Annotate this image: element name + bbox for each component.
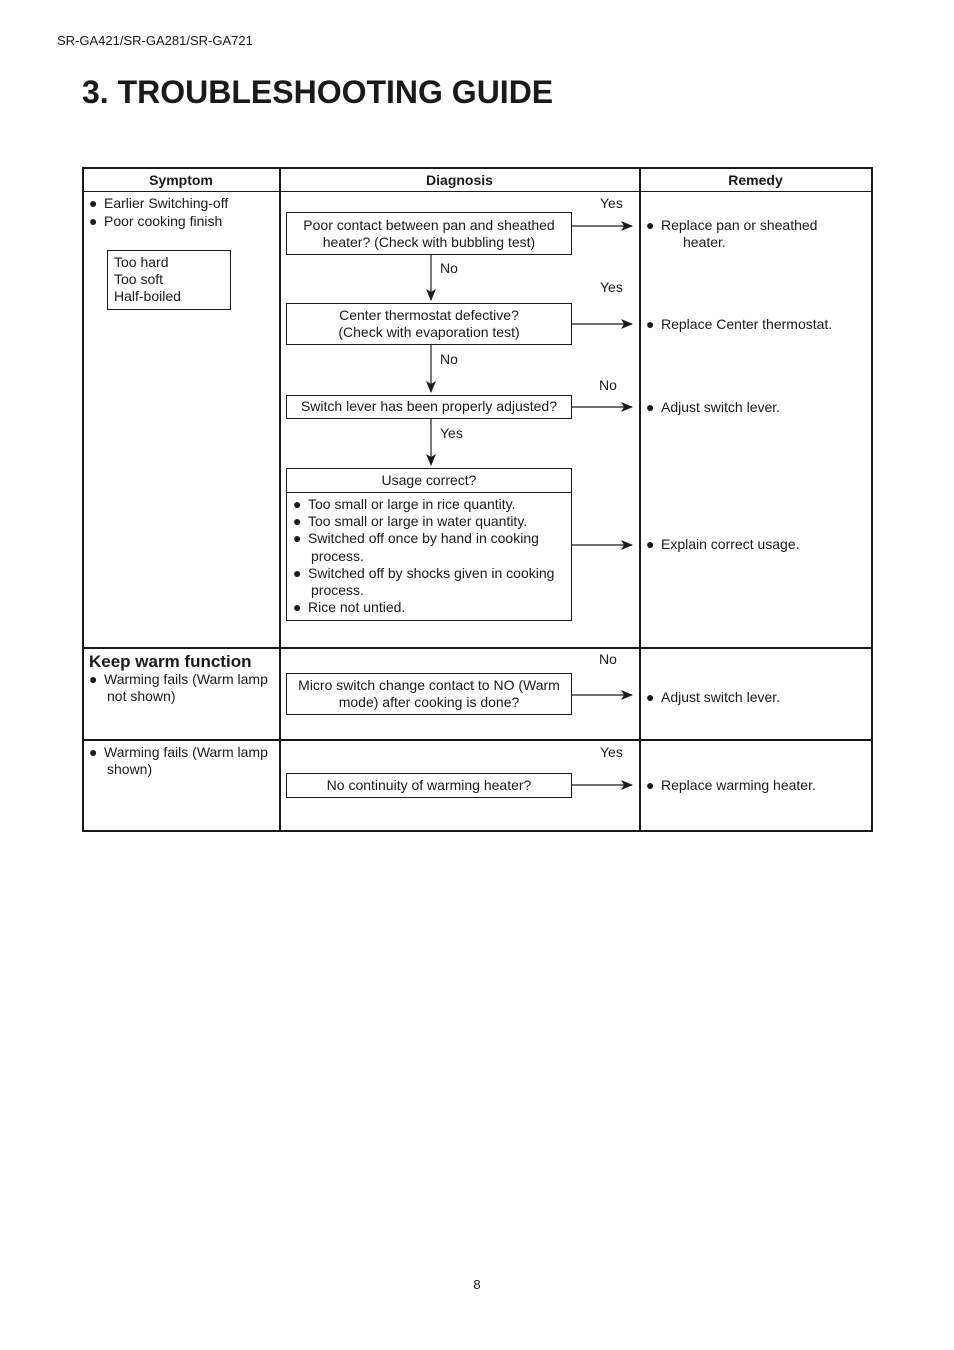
remedy-item: ● Replace Center thermostat. (646, 316, 832, 333)
diagnosis-text: Micro switch change contact to NO (Warm (298, 677, 560, 693)
usage-item: ● Too small or large in rice quantity. (293, 496, 565, 513)
usage-item-cont: process. (311, 582, 364, 599)
usage-item: ● Too small or large in water quantity. (293, 513, 565, 530)
symptom-item-cont: not shown) (107, 688, 176, 704)
answer-label: Yes (600, 195, 623, 211)
answer-label: No (599, 651, 617, 667)
symptom-item: ● Poor cooking finish (89, 213, 222, 230)
column-header-symptom: Symptom (149, 172, 213, 188)
diagnosis-text: Switch lever has been properly adjusted? (300, 398, 558, 414)
symptom-item: ● Warming fails (Warm lamp (89, 671, 268, 688)
remedy-item: ● Explain correct usage. (646, 536, 800, 553)
diagnosis-text: (Check with evaporation test) (338, 324, 520, 340)
answer-label: Yes (600, 744, 623, 760)
column-header-remedy: Remedy (728, 172, 783, 188)
column-header-diagnosis: Diagnosis (426, 172, 493, 188)
answer-label: No (440, 260, 458, 276)
diagnosis-text: Poor contact between pan and sheathed (303, 217, 555, 233)
usage-item-cont: process. (311, 547, 364, 564)
section-title-keep-warm: Keep warm function (89, 652, 252, 671)
symptom-item-cont: shown) (107, 761, 153, 777)
diagnosis-text: Usage correct? (381, 472, 477, 488)
model-header: SR-GA421/SR-GA281/SR-GA721 (57, 33, 253, 48)
answer-label: Yes (440, 425, 463, 441)
finish-state: Too hard (114, 254, 169, 270)
remedy-item: ● Replace pan or sheathed (646, 217, 817, 234)
page-number: 8 (473, 1277, 481, 1292)
finish-state: Half-boiled (114, 288, 181, 304)
diagnosis-text: mode) after cooking is done? (338, 694, 520, 710)
diagnosis-text: heater? (Check with bubbling test) (322, 234, 536, 250)
answer-label: No (599, 377, 617, 393)
remedy-item: ● Adjust switch lever. (646, 399, 780, 416)
usage-item: ● Switched off by shocks given in cooking (293, 565, 565, 582)
answer-label: No (440, 351, 458, 367)
page-title: 3. TROUBLESHOOTING GUIDE (82, 74, 554, 110)
symptom-item: ● Warming fails (Warm lamp (89, 744, 268, 761)
remedy-item: ● Adjust switch lever. (646, 689, 780, 706)
remedy-item: ● Replace warming heater. (646, 777, 816, 794)
diagnosis-text: No continuity of warming heater? (326, 777, 532, 793)
usage-item: ● Rice not untied. (293, 599, 565, 616)
usage-item: ● Switched off once by hand in cooking (293, 530, 565, 547)
finish-state: Too soft (114, 271, 164, 287)
diagnosis-text: Center thermostat defective? (339, 307, 519, 323)
symptom-item: ● Earlier Switching-off (89, 195, 228, 212)
remedy-item-cont: heater. (683, 234, 726, 250)
answer-label: Yes (600, 279, 623, 295)
